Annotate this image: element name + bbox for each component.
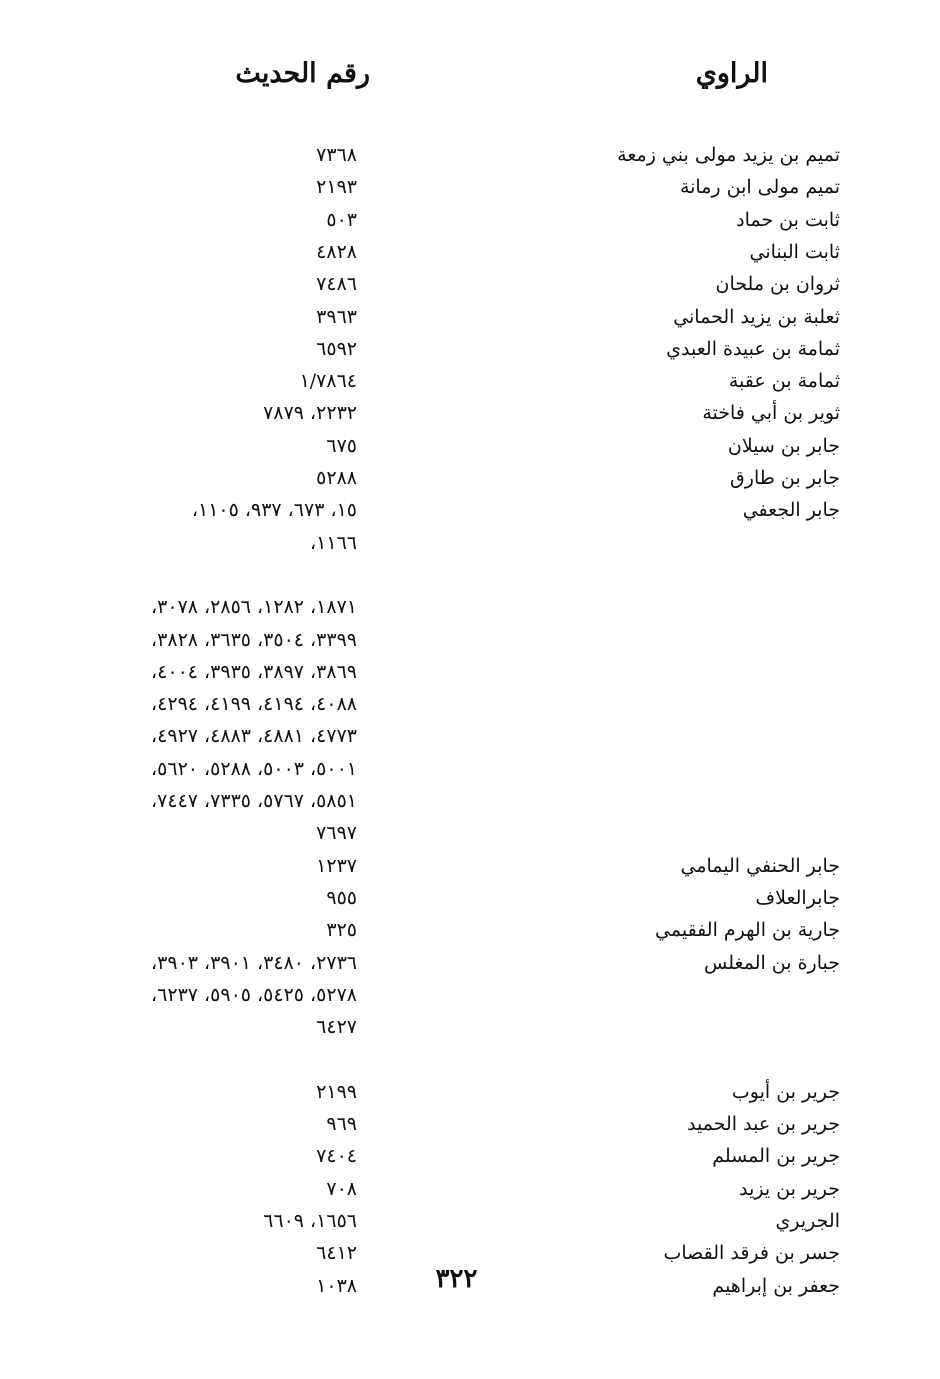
hadith-numbers: ٢١٩٣ [316,176,357,199]
narrator-name: جرير بن يزيد [739,1177,840,1200]
hadith-numbers: ٤٧٧٣، ٤٨٨١، ٤٨٨٣، ٤٩٢٧، [151,725,357,748]
hadith-numbers [27,1043,357,1075]
hadith-numbers: ١١٦٦، [310,531,357,554]
narrator-name: ثروان بن ملحان [715,273,840,296]
hadith-numbers: ٩٦٩ [326,1113,357,1135]
hadith-numbers: ٣٣٩٩، ٣٥٠٤، ٣٦٣٥، ٣٨٢٨، [151,628,357,651]
page-number: ٣٢٢ [435,1264,478,1294]
hadith-numbers: ٣٢٥ [326,919,357,942]
narrator-name: ثمامة بن عبيدة العبدي [666,337,840,360]
narrator-name: جابرالعلاف [755,886,840,909]
hadith-numbers: ٥٢٨٨ [316,467,357,489]
hadith-numbers: ٢٧٣٦، ٣٤٨٠، ٣٩٠١، ٣٩٠٣، [151,951,357,974]
hadith-numbers: ٥٢٧٨، ٥٤٢٥، ٥٩٠٥، ٦٢٣٧، [151,983,357,1006]
narrator-name: جرير بن عبد الحميد [687,1113,840,1135]
hadith-numbers: ٥٠٠١، ٥٠٠٣، ٥٢٨٨، ٥٦٢٠، [151,757,357,780]
narrator-name: ثمامة بن عقبة [728,370,840,393]
hadith-numbers: ١٢٣٧ [316,854,357,877]
hadith-numbers: ٧٣٦٨ [316,144,357,166]
narrator-name: تميم مولى ابن رمانة [679,176,840,199]
narrator-name: جابر الحنفي اليمامي [680,854,840,877]
narrator-name: جارية بن الهرم الفقيمي [655,919,840,942]
narrator-name: جابر بن طارق [730,467,840,489]
narrator-name: ثعلبة بن يزيد الحماني [673,305,840,328]
hadith-numbers: ٧٦٩٧ [316,822,357,845]
hadith-numbers: ١٨٧١، ١٢٨٢، ٢٨٥٦، ٣٠٧٨، [151,596,357,619]
narrator-name: ثوير بن أبي فاختة [702,402,840,425]
hadith-numbers: ١/٧٨٦٤ [299,370,357,393]
hadith-number-column-header: رقم الحديث [235,58,370,89]
hadith-numbers: ٦٧٥ [326,434,357,457]
hadith-numbers: ١٥، ٦٧٣، ٩٣٧، ١١٠٥، [191,499,357,522]
narrator-name: الجريري [775,1209,840,1232]
hadith-numbers: ٦٤١٢ [316,1242,357,1265]
narrator-name: جبارة بن المغلس [704,951,840,974]
hadith-numbers: ٧٠٨ [326,1177,357,1200]
hadith-numbers [27,559,357,591]
narrator-name: جسر بن فرقد القصاب [663,1242,840,1265]
narrator-name: جرير بن المسلم [712,1145,840,1168]
narrator-name: تميم بن يزيد مولى بني زمعة [617,144,840,166]
hadith-numbers: ٤٠٨٨، ٤١٩٤، ٤١٩٩، ٤٢٩٤، [151,693,357,716]
hadith-numbers: ٣٨٦٩، ٣٨٩٧، ٣٩٣٥، ٤٠٠٤، [151,660,357,683]
hadith-numbers: ٧٤٨٦ [316,273,357,296]
hadith-numbers: ٥٨٥١، ٥٧٦٧، ٧٣٣٥، ٧٤٤٧، [151,790,357,812]
narrator-name: جابر الجعفي [742,499,840,522]
narrator-column-header: الراوي [695,58,768,89]
hadith-numbers: ١٦٥٦، ٦٦٠٩ [263,1209,357,1232]
hadith-numbers: ١٠٣٨ [316,1274,357,1297]
narrator-name: جرير بن أيوب [731,1080,840,1103]
hadith-numbers: ٩٥٥ [326,886,357,909]
hadith-numbers: ٢٢٣٢، ٧٨٧٩ [263,402,357,425]
narrator-name: جابر بن سيلان [727,434,840,457]
hadith-numbers: ٦٥٩٢ [316,337,357,360]
narrator-name: ثابت بن حماد [736,208,840,231]
narrator-name: ثابت البناني [749,240,840,263]
hadith-numbers: ٢١٩٩ [316,1080,357,1103]
hadith-numbers: ٧٤٠٤ [316,1145,357,1168]
hadith-numbers: ٥٠٣ [326,208,357,231]
hadith-numbers: ٣٩٦٣ [316,305,357,328]
hadith-numbers: ٤٨٢٨ [316,240,357,263]
hadith-numbers: ٦٤٢٧ [316,1016,357,1039]
narrator-name: جعفر بن إبراهيم [712,1274,840,1297]
